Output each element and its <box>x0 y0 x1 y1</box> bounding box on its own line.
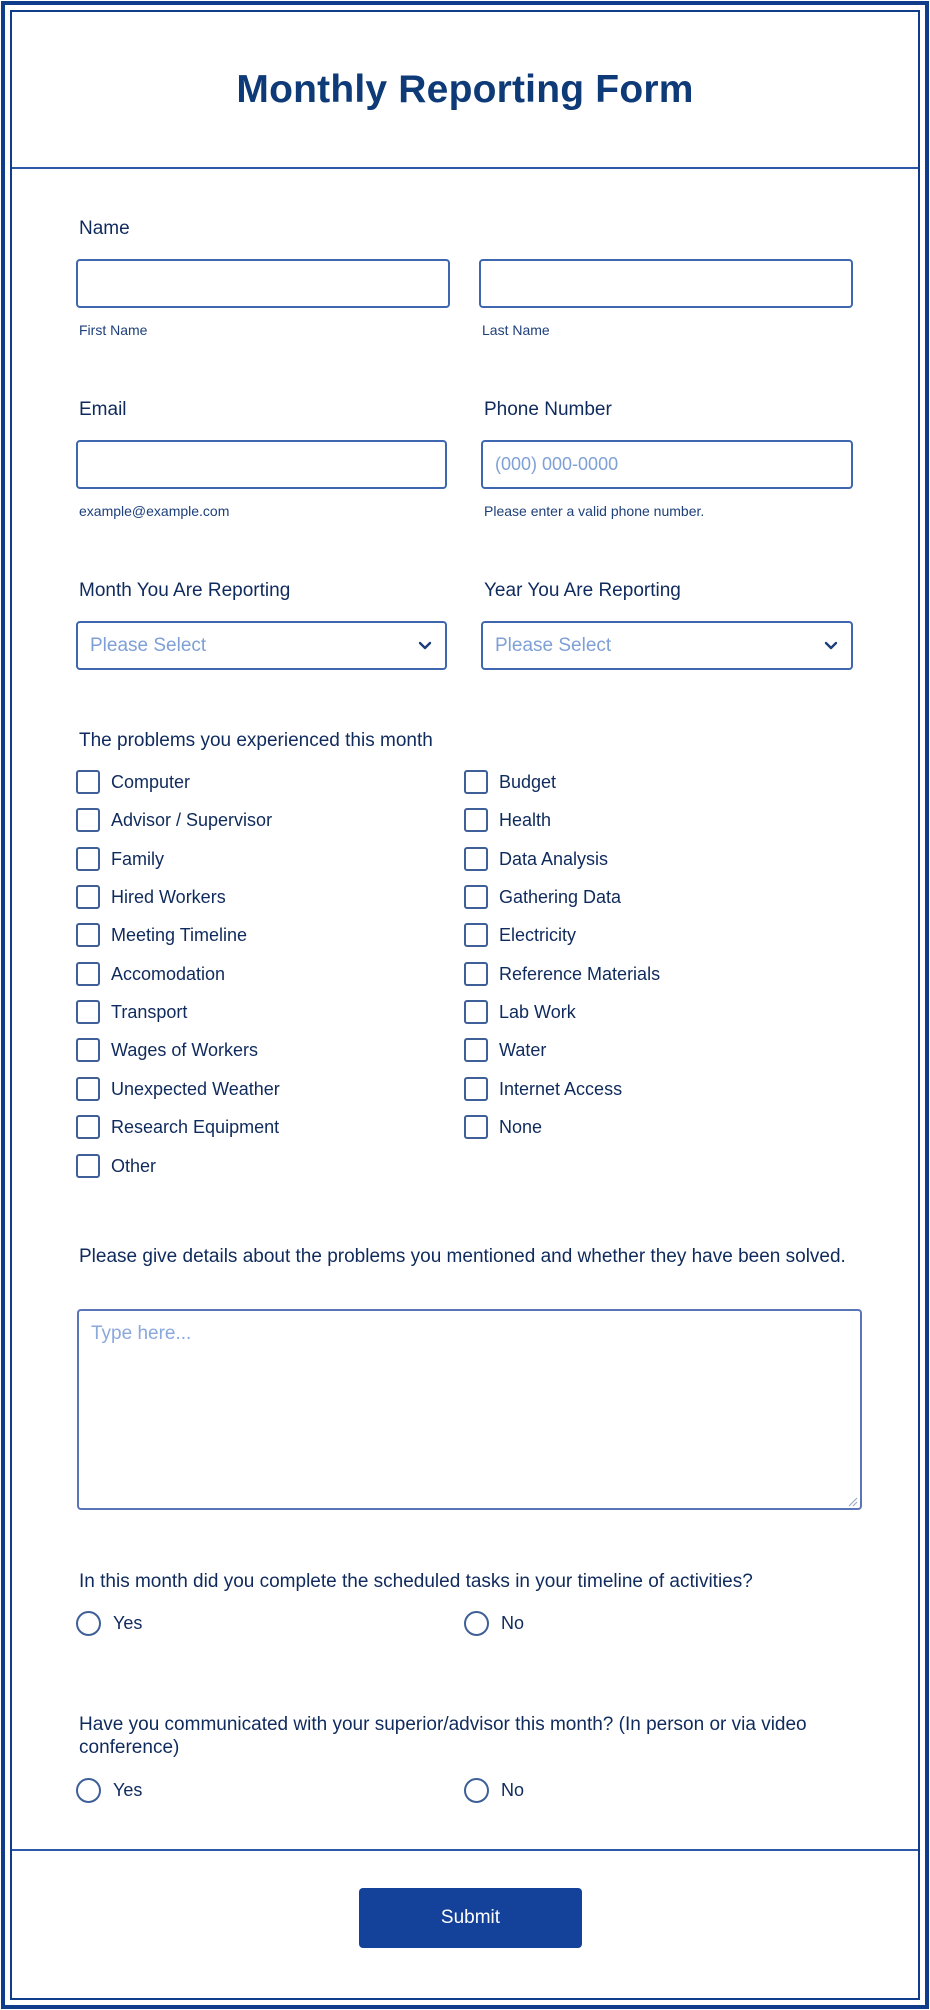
checkbox[interactable] <box>464 1077 488 1101</box>
comm-yes-option[interactable] <box>76 1776 142 1804</box>
problem-option[interactable] <box>76 845 164 873</box>
checkbox[interactable] <box>464 1115 488 1139</box>
problem-option[interactable] <box>76 1075 280 1103</box>
option-label: Lab Work <box>499 1001 576 1022</box>
problem-option[interactable] <box>76 998 187 1026</box>
name-label: Name <box>79 218 130 239</box>
problem-option[interactable] <box>76 1113 279 1141</box>
year-select-value: Please Select <box>495 634 612 656</box>
option-label: Wages of Workers <box>111 1039 259 1060</box>
option-label: Internet Access <box>499 1078 623 1099</box>
checkbox[interactable] <box>76 847 100 871</box>
checkbox[interactable] <box>76 1154 100 1178</box>
problem-option[interactable] <box>464 883 621 911</box>
checkbox[interactable] <box>464 1038 488 1062</box>
problem-option[interactable] <box>76 883 226 911</box>
radio[interactable] <box>464 1611 489 1636</box>
form-title: Monthly Reporting Form <box>236 67 694 111</box>
last-name-sublabel: Last Name <box>482 322 550 338</box>
option-label: Meeting Timeline <box>111 924 248 945</box>
email-input[interactable] <box>76 440 447 489</box>
phone-label: Phone Number <box>484 399 612 420</box>
problem-option[interactable] <box>76 768 190 796</box>
month-select[interactable] <box>76 621 447 670</box>
option-label: Health <box>499 809 552 830</box>
details-label: Please give details about the problems you mentioned and whether they have been solved. <box>79 1246 846 1267</box>
checkbox[interactable] <box>76 885 100 909</box>
problem-option[interactable] <box>464 998 576 1026</box>
checkbox[interactable] <box>464 770 488 794</box>
tasks-question: In this month did you complete the scheduled tasks in your timeline of activities? <box>79 1571 753 1592</box>
checkbox[interactable] <box>76 962 100 986</box>
year-label: Year You Are Reporting <box>484 580 681 601</box>
problem-option[interactable] <box>464 921 576 949</box>
problem-option[interactable] <box>76 806 272 834</box>
option-label: No <box>501 1779 525 1800</box>
resize-grip-icon[interactable] <box>846 1494 858 1506</box>
month-label: Month You Are Reporting <box>79 580 291 601</box>
chevron-down-icon <box>823 638 839 654</box>
first-name-input[interactable] <box>76 259 450 308</box>
checkbox[interactable] <box>76 1000 100 1024</box>
problem-option[interactable] <box>76 921 247 949</box>
checkbox[interactable] <box>76 808 100 832</box>
checkbox[interactable] <box>464 1000 488 1024</box>
option-label: Water <box>499 1039 547 1060</box>
last-name-input[interactable] <box>479 259 853 308</box>
email-hint: example@example.com <box>79 503 230 519</box>
option-label: Gathering Data <box>499 886 622 907</box>
problem-option[interactable] <box>464 1075 622 1103</box>
problem-option[interactable] <box>464 845 608 873</box>
option-label: Unexpected Weather <box>111 1078 280 1099</box>
phone-input[interactable] <box>481 440 853 489</box>
problem-option[interactable] <box>464 1036 546 1064</box>
option-label: Advisor / Supervisor <box>111 809 273 830</box>
problem-option[interactable] <box>464 960 660 988</box>
chevron-down-icon <box>417 638 433 654</box>
option-label: Family <box>111 848 164 869</box>
communication-question: Have you communicated with your superior/advisor this month? (In person or via video conference) <box>79 1714 807 1758</box>
details-textarea[interactable] <box>77 1309 862 1510</box>
option-label: Budget <box>499 771 557 792</box>
problem-option[interactable] <box>464 1113 542 1141</box>
problem-option[interactable] <box>76 960 225 988</box>
problem-option[interactable] <box>76 1152 156 1180</box>
option-label: Data Analysis <box>499 848 609 869</box>
first-name-sublabel: First Name <box>79 322 148 338</box>
phone-hint: Please enter a valid phone number. <box>484 503 705 519</box>
option-label: Electricity <box>499 924 577 945</box>
checkbox[interactable] <box>464 847 488 871</box>
checkbox[interactable] <box>464 885 488 909</box>
option-label: Other <box>111 1155 157 1176</box>
checkbox[interactable] <box>464 808 488 832</box>
option-label: Reference Materials <box>499 963 661 984</box>
option-label: Transport <box>111 1001 188 1022</box>
comm-no-option[interactable] <box>464 1776 524 1804</box>
checkbox[interactable] <box>76 770 100 794</box>
option-label: None <box>499 1116 543 1137</box>
problem-option[interactable] <box>464 768 556 796</box>
footer-divider <box>12 1849 918 1851</box>
checkbox[interactable] <box>76 1115 100 1139</box>
problem-option[interactable] <box>76 1036 258 1064</box>
option-label: Yes <box>113 1612 143 1633</box>
radio[interactable] <box>76 1611 101 1636</box>
option-label: No <box>501 1612 525 1633</box>
tasks-yes-option[interactable] <box>76 1609 142 1637</box>
radio[interactable] <box>464 1778 489 1803</box>
option-label: Computer <box>111 771 191 792</box>
option-label: Hired Workers <box>111 886 226 907</box>
option-label: Accomodation <box>111 963 226 984</box>
checkbox[interactable] <box>464 923 488 947</box>
checkbox[interactable] <box>76 1038 100 1062</box>
checkbox[interactable] <box>464 962 488 986</box>
tasks-no-option[interactable] <box>464 1609 524 1637</box>
option-label: Yes <box>113 1779 143 1800</box>
option-label: Research Equipment <box>111 1116 280 1137</box>
checkbox[interactable] <box>76 1077 100 1101</box>
year-select[interactable] <box>481 621 853 670</box>
radio[interactable] <box>76 1778 101 1803</box>
checkbox[interactable] <box>76 923 100 947</box>
problem-option[interactable] <box>464 806 551 834</box>
email-label: Email <box>79 399 127 420</box>
form-header <box>12 12 918 169</box>
month-select-value: Please Select <box>90 634 207 656</box>
problems-label: The problems you experienced this month <box>79 730 433 751</box>
submit-button[interactable]: Submit <box>359 1888 582 1948</box>
